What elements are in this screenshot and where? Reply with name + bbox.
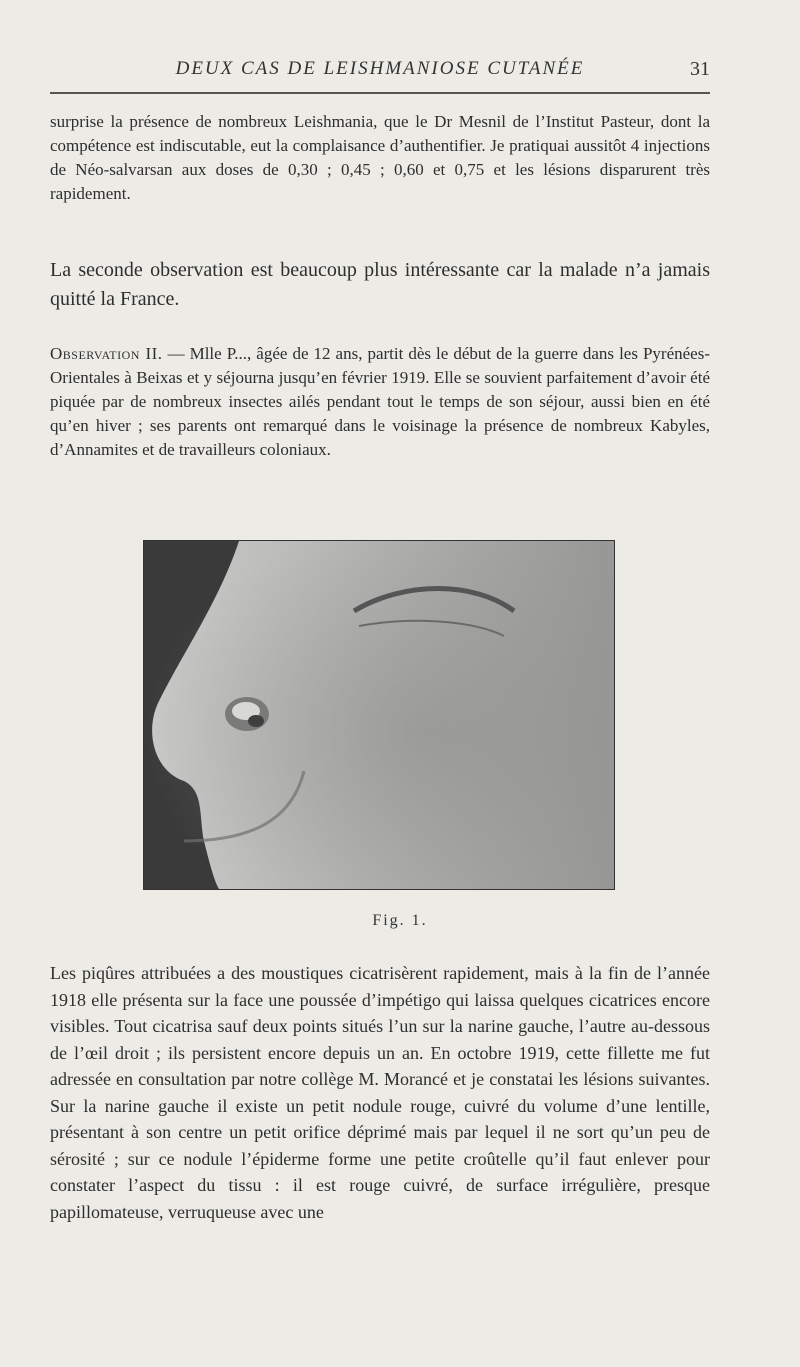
paragraph-intro: La seconde observation est beaucoup plus intéressante car la malade n’a jamais quitté la France.	[50, 259, 710, 310]
paragraph-lesions: Les piqûres attribuées a des moustiques cicatrisèrent rapidement, mais à la fin de l’année 1918 elle présenta sur la face une poussée d’impétigo qui laissa quelques cicatrices encore visibles. Tout cicatrisa sauf deux points situés l’un sur la narine gauche, l’autre au-dessous de l’œil droit ; ils persistent encore depuis un an. En octobre 1919, cette fillette me fut adressée en consultation par notre collège M. Morancé et je constatai les lésions suivantes. Sur la narine gauche il existe un petit nodule rouge, cuivré du volume d’une lentille, présentant à son centre un petit orifice déprimé mais par lequel il ne sort qu’un peu de sérosité ; sur ce nodule l’épiderme forme une petite croûtelle qu’il faut enlever pour constater l’aspect du tissu : il est rouge cuivré, de surface irrégulière, presque papillomateuse, verruqueuse avec une	[50, 963, 710, 1222]
figure-caption: Fig. 1.	[372, 912, 428, 929]
header-rule	[50, 92, 710, 94]
running-title: DEUX CAS DE LEISHMANIOSE CUTANÉE	[175, 58, 585, 79]
observation-text: — Mlle P..., âgée de 12 ans, partit dès le début de la guerre dans les Pyrénées-Orientales à Beixas et y séjourna jusqu’en février 1919. Elle se souvient parfaitement d’avoir été piquée par de nombreux insectes ailés pendant tout le temps de son séjour, aussi bien en été qu’en hiver ; ses parents ont remarqué dans le voisinage la présence de nombreux Kabyles, d’Annamites et de travailleurs coloniaux.	[50, 344, 711, 459]
page-number: 31	[690, 58, 710, 80]
running-header	[50, 58, 710, 90]
paragraph-continued: surprise la présence de nombreux Leishmania, que le Dr Mesnil de l’Institut Pasteur, dont la compétence est indiscutable, eut la complaisance d’authentifier. Je pratiquai aussitôt 4 injections de Néo-salvarsan aux doses de 0,30 ; 0,45 ; 0,60 et 0,75 et les lésions disparurent très rapidement.	[50, 112, 710, 203]
observation-heading: Observation II.	[50, 344, 163, 363]
face-profile-photo	[144, 541, 614, 889]
figure-photo	[143, 540, 615, 890]
paragraph-observation	[50, 342, 710, 462]
